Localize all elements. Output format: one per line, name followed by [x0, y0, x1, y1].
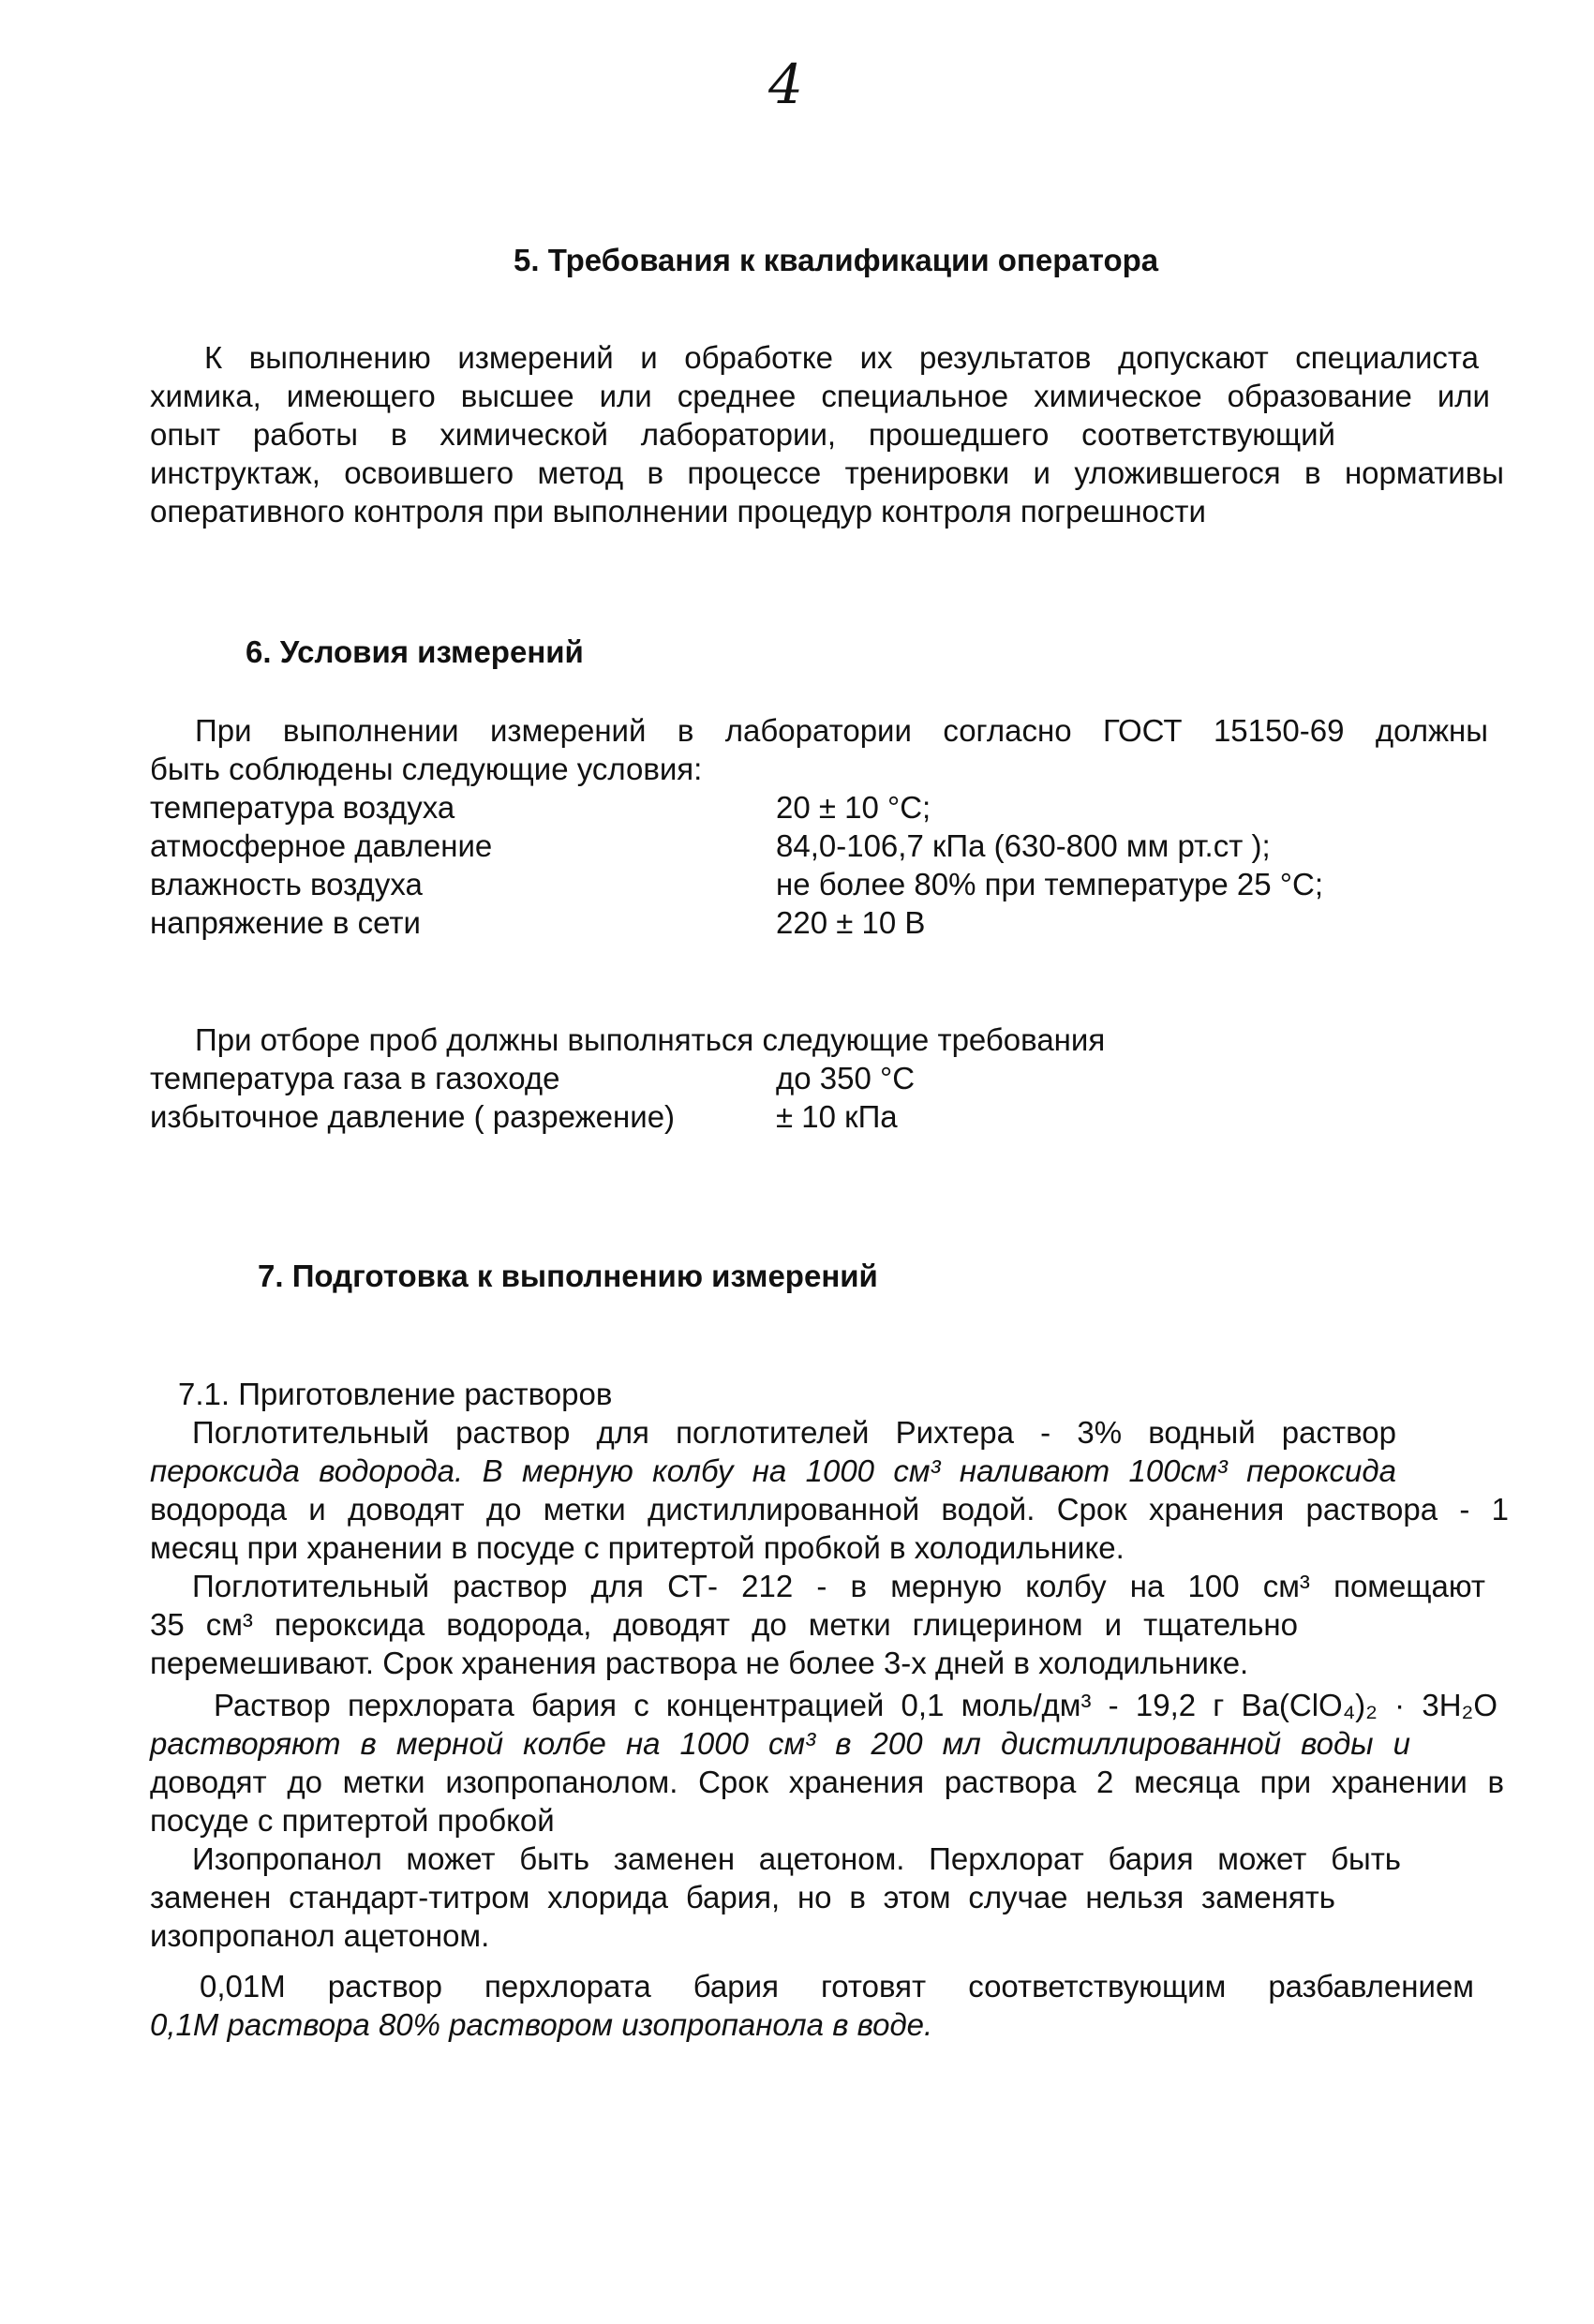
section-7-line: 0,01М раствор перхлората бария готовят соответствующим разбавлением	[200, 1969, 1474, 2004]
section-7-line: изопропанол ацетоном.	[150, 1918, 490, 1953]
condition-label: атмосферное давление	[150, 828, 493, 863]
section-5-line: оперативного контроля при выполнении процедур контроля погрешности	[150, 494, 1206, 529]
section-5-line: К выполнению измерений и обработке их результатов допускают специалиста	[204, 340, 1479, 375]
section-5-line: химика, имеющего высшее или среднее специальное химическое образование или	[150, 379, 1490, 413]
condition-value: не более 80% при температуре 25 °С;	[776, 867, 1323, 901]
condition-label: влажность воздуха	[150, 867, 423, 901]
section-7-line: водорода и доводят до метки дистиллированной водой. Срок хранения раствора - 1	[150, 1492, 1509, 1527]
sampling-intro: При отборе проб должны выполняться следующие требования	[195, 1022, 1106, 1057]
section-7-line: месяц при хранении в посуде с притертой пробкой в холодильнике.	[150, 1530, 1125, 1565]
section-7-line: растворяют в мерной колбе на 1000 см³ в 200 мл дистиллированной воды и	[150, 1726, 1410, 1761]
sampling-label: температура газа в газоходе	[150, 1061, 560, 1095]
page-number: 4	[768, 52, 803, 116]
section-7-heading: 7. Подготовка к выполнению измерений	[258, 1259, 878, 1293]
condition-label: температура воздуха	[150, 790, 455, 825]
condition-value: 20 ± 10 °С;	[776, 790, 931, 825]
condition-value: 220 ± 10 В	[776, 905, 926, 940]
section-5-line: опыт работы в химической лаборатории, прошедшего соответствующий	[150, 417, 1335, 452]
section-7-line: Поглотительный раствор для поглотителей Рихтера - 3% водный раствор	[192, 1415, 1396, 1450]
section-6-heading: 6. Условия измерений	[246, 634, 584, 669]
section-6-intro: быть соблюдены следующие условия:	[150, 752, 703, 786]
section-5-line: инструктаж, освоившего метод в процессе тренировки и уложившегося в нормативы	[150, 455, 1504, 490]
section-7-line: 35 см³ пероксида водорода, доводят до метки глицерином и тщательно	[150, 1607, 1298, 1642]
section-7-line: Раствор перхлората бария с концентрацией 0,1 моль/дм³ - 19,2 г Ba(ClO₄)₂ · 3H₂O	[214, 1688, 1497, 1722]
section-7-line: заменен стандарт-титром хлорида бария, но в этом случае нельзя заменять	[150, 1880, 1335, 1914]
condition-label: напряжение в сети	[150, 905, 421, 940]
section-7-line: пероксида водорода. В мерную колбу на 1000 см³ наливают 100см³ пероксида	[150, 1453, 1396, 1488]
section-7-line: Поглотительный раствор для СТ- 212 - в мерную колбу на 100 см³ помещают	[192, 1569, 1485, 1603]
section-7-line: 0,1М раствора 80% раствором изопропанола в воде.	[150, 2007, 933, 2042]
section-7-line: посуде с притертой пробкой	[150, 1803, 555, 1838]
section-7-line: перемешивают. Срок хранения раствора не более 3-х дней в холодильнике.	[150, 1646, 1249, 1680]
section-7-line: Изопропанол может быть заменен ацетоном. Перхлорат бария может быть	[192, 1841, 1401, 1876]
sampling-value: до 350 °С	[776, 1061, 916, 1095]
section-7-line: доводят до метки изопропанолом. Срок хранения раствора 2 месяца при хранении в	[150, 1765, 1504, 1799]
sampling-label: избыточное давление ( разрежение)	[150, 1099, 676, 1134]
section-5-heading: 5. Требования к квалификации оператора	[514, 243, 1159, 277]
sampling-value: ± 10 кПа	[776, 1099, 898, 1134]
section-6-intro: При выполнении измерений в лаборатории согласно ГОСТ 15150-69 должны	[195, 713, 1488, 748]
section-7-subheading: 7.1. Приготовление растворов	[178, 1377, 613, 1411]
condition-value: 84,0-106,7 кПа (630-800 мм рт.ст );	[776, 828, 1271, 863]
